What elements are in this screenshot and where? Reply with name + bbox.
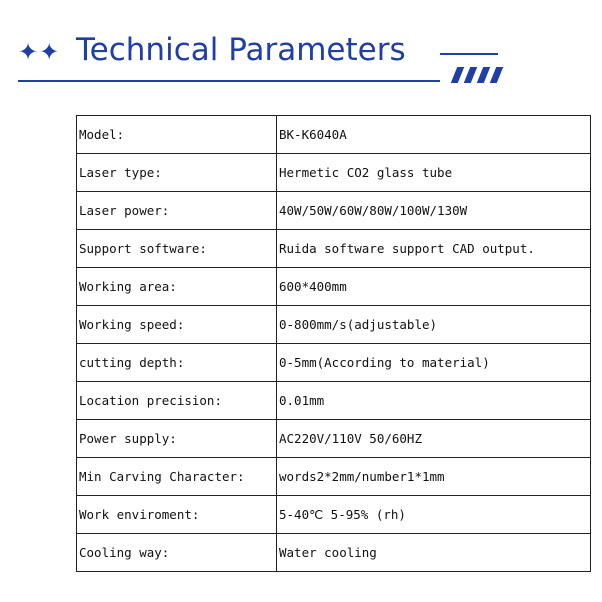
spec-label: Model: (77, 116, 277, 154)
stripe (464, 67, 477, 83)
spec-label: Working area: (77, 268, 277, 306)
table-row (77, 192, 591, 230)
table-row (77, 496, 591, 534)
title-accent-line (440, 53, 498, 55)
spec-value: 0-5mm(According to material) (277, 344, 591, 382)
spec-label: Laser type: (77, 154, 277, 192)
spec-label: Min Carving Character: (77, 458, 277, 496)
spec-value: 600*400mm (277, 268, 591, 306)
table-row (77, 458, 591, 496)
table-row (77, 154, 591, 192)
spec-table (76, 115, 591, 572)
spec-value: BK-K6040A (277, 116, 591, 154)
stripe (490, 67, 503, 83)
spec-label: Location precision: (77, 382, 277, 420)
spec-value: words2*2mm/number1*1mm (277, 458, 591, 496)
spec-value: Ruida software support CAD output. (277, 230, 591, 268)
spec-value: 0-800mm/s(adjustable) (277, 306, 591, 344)
spec-label: Work enviroment: (77, 496, 277, 534)
table-row (77, 534, 591, 572)
table-row (77, 420, 591, 458)
table-row (77, 268, 591, 306)
stripes-decoration (451, 67, 501, 83)
sparkle-icon: ✦✦ (18, 38, 61, 66)
spec-label: cutting depth: (77, 344, 277, 382)
spec-value: 40W/50W/60W/80W/100W/130W (277, 192, 591, 230)
spec-value: Hermetic CO2 glass tube (277, 154, 591, 192)
section-header (0, 0, 602, 100)
table-row (77, 230, 591, 268)
spec-label: Support software: (77, 230, 277, 268)
spec-label: Power supply: (77, 420, 277, 458)
title-underline (18, 80, 440, 82)
spec-label: Working speed: (77, 306, 277, 344)
section-title: Technical Parameters (76, 32, 406, 68)
stripe (451, 67, 464, 83)
spec-value: 0.01mm (277, 382, 591, 420)
spec-value: Water cooling (277, 534, 591, 572)
spec-value: AC220V/110V 50/60HZ (277, 420, 591, 458)
spec-label: Laser power: (77, 192, 277, 230)
stripe (477, 67, 490, 83)
spec-label: Cooling way: (77, 534, 277, 572)
table-row (77, 382, 591, 420)
table-row (77, 116, 591, 154)
spec-value: 5-40℃ 5-95% (rh) (277, 496, 591, 534)
table-row (77, 306, 591, 344)
table-row (77, 344, 591, 382)
